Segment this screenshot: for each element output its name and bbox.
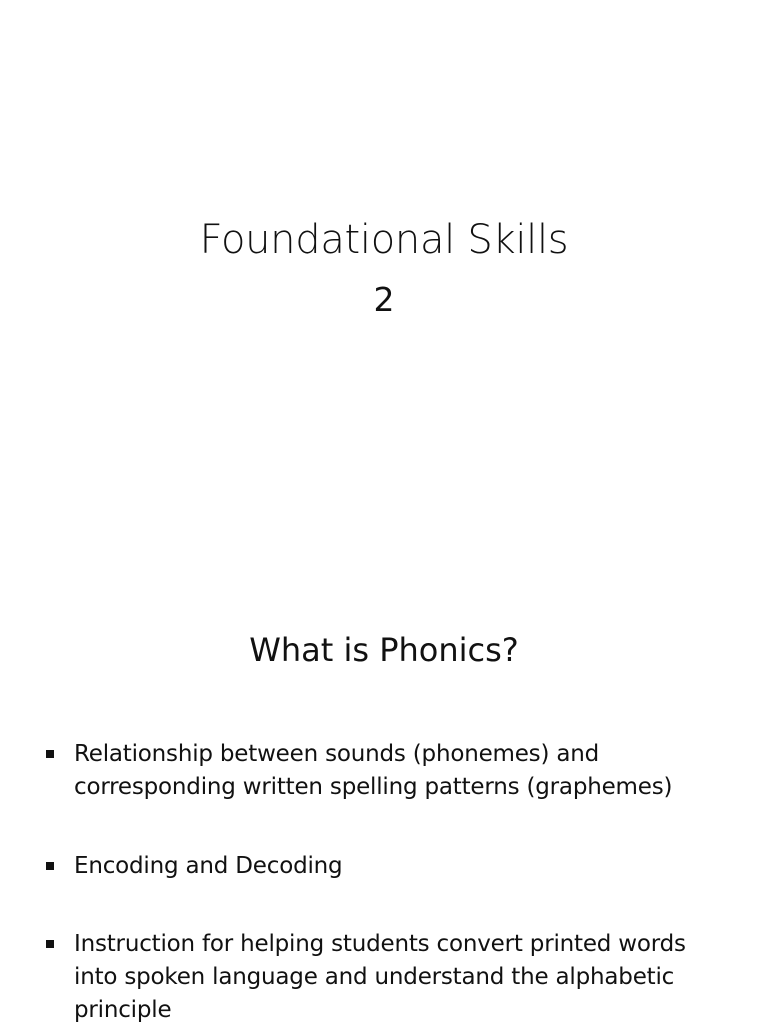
square-bullet-icon xyxy=(46,940,54,948)
slide-number: 2 xyxy=(373,280,395,319)
bullet-text: Relationship between sounds (phonemes) and corresponding written spelling patterns (graphemes) xyxy=(74,741,673,800)
slide-heading: What is Phonics? xyxy=(249,631,519,669)
slide-title: Foundational Skills xyxy=(199,217,569,263)
square-bullet-icon xyxy=(46,862,54,870)
bullet-text: Encoding and Decoding xyxy=(74,853,343,879)
bullet-text: Instruction for helping students convert printed words into spoken language and understand the alphabetic principle xyxy=(74,931,686,1023)
content-slide xyxy=(0,576,768,1024)
square-bullet-icon xyxy=(46,750,54,758)
